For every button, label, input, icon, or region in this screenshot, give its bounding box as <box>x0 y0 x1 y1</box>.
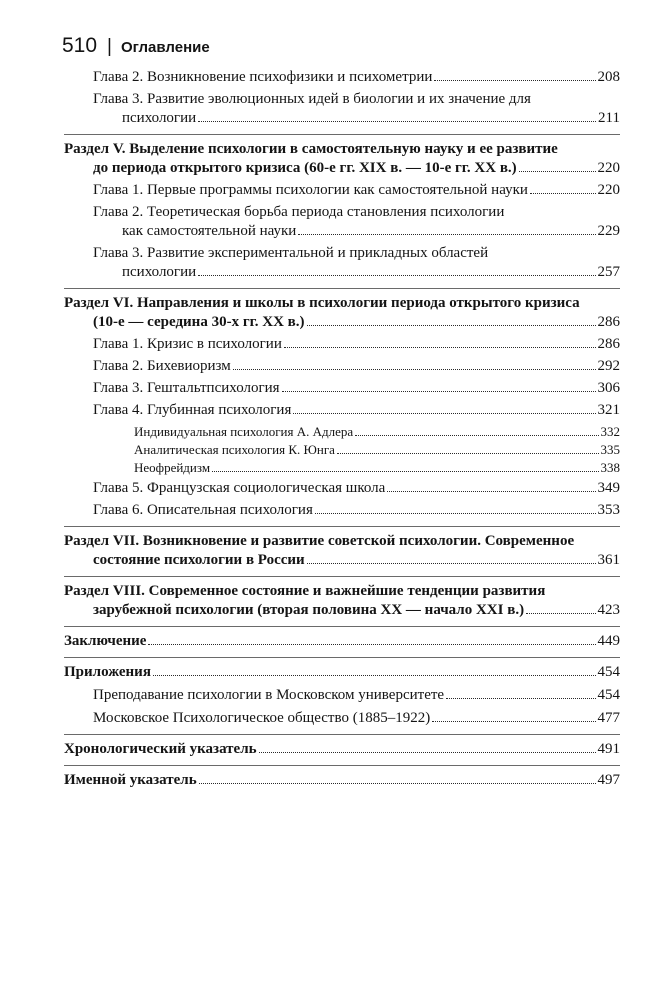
toc-entry-title: Глава 2. Возникновение психофизики и психометрии <box>93 69 433 85</box>
toc-entry <box>64 203 620 241</box>
toc-page-number: 208 <box>597 69 620 85</box>
toc-section-title-line1: Раздел V. Выделение психологии в самостоятельную науку и ее развитие <box>64 141 558 157</box>
toc-entry-title: Преподавание психологии в Московском университете <box>93 687 445 703</box>
toc-subentry-title: Аналитическая психология К. Юнга <box>134 442 335 457</box>
toc-section-title-line1: Раздел VIII. Современное состояние и важнейшие тенденции развития <box>64 583 546 599</box>
dot-leader <box>530 193 596 194</box>
toc-page-number: 349 <box>597 480 620 496</box>
dot-leader <box>526 613 595 614</box>
toc-entry-title-line1: Глава 3. Развитие экспериментальной и прикладных областей <box>93 245 489 261</box>
toc-entry <box>64 686 620 705</box>
toc-page-number: 257 <box>597 264 620 280</box>
dot-leader <box>233 369 596 370</box>
toc-section-title-line1: Раздел VI. Направления и школы в психологии периода открытого кризиса <box>64 295 580 311</box>
dot-leader <box>432 721 595 722</box>
toc-section-title-line2: (10-е — середина 30-х гг. XX в.) <box>93 314 305 330</box>
dot-leader <box>293 413 595 414</box>
dot-leader <box>153 675 596 676</box>
toc-section-title-line2: до периода открытого кризиса (60-е гг. XIX в. — 10-е гг. XX в.) <box>93 160 517 176</box>
toc-entry-title: Глава 2. Бихевиоризм <box>93 358 231 374</box>
dot-leader <box>284 347 596 348</box>
dot-leader <box>446 698 595 699</box>
toc-subentry-title: Неофрейдизм <box>134 460 211 475</box>
dot-leader <box>282 391 596 392</box>
dot-leader <box>298 234 595 235</box>
toc-page-number: 491 <box>597 741 620 757</box>
toc-entry-title-line2: психологии <box>122 264 197 280</box>
toc-page-number: 220 <box>597 160 620 176</box>
dot-leader <box>198 275 595 276</box>
dot-leader <box>355 435 598 436</box>
toc-entry-title: Глава 1. Кризис в психологии <box>93 336 282 352</box>
dot-leader <box>212 471 598 472</box>
toc-entry-title-line2: психологии <box>122 110 197 126</box>
toc-entry <box>64 357 620 376</box>
toc-section <box>64 140 620 178</box>
toc-page-number: 321 <box>597 402 620 418</box>
section-divider <box>64 734 620 735</box>
section-divider <box>64 288 620 289</box>
section-divider <box>64 134 620 135</box>
toc-entry <box>64 244 620 282</box>
toc-entry <box>64 479 620 498</box>
toc-section-title-line1: Раздел VII. Возникновение и развитие советской психологии. Современное <box>64 533 575 549</box>
toc-page-number: 286 <box>597 314 620 330</box>
toc-entry-title: Глава 6. Описательная психология <box>93 502 313 518</box>
toc-entry-title-line1: Глава 2. Теоретическая борьба периода становления психологии <box>93 204 505 220</box>
toc-page-number: 423 <box>597 602 620 618</box>
dot-leader <box>199 783 596 784</box>
section-divider <box>64 526 620 527</box>
toc-entry-title: Московское Психологическое общество (1885–1922) <box>93 710 431 726</box>
toc-page-number: 449 <box>597 633 620 649</box>
toc-page-number: 454 <box>597 664 620 680</box>
toc-page-number: 497 <box>597 772 620 788</box>
dot-leader <box>148 644 595 645</box>
toc-page-number: 332 <box>600 424 620 439</box>
running-title: Оглавление <box>120 39 210 56</box>
toc-page-number: 229 <box>597 223 620 239</box>
dot-leader <box>307 563 596 564</box>
table-of-contents <box>64 68 620 794</box>
toc-section-title-line2: зарубежной психологии (вторая половина XX — начало XXI в.) <box>93 602 525 618</box>
section-divider <box>64 626 620 627</box>
dot-leader <box>519 171 596 172</box>
toc-entry <box>64 181 620 200</box>
toc-entry <box>64 501 620 520</box>
toc-page-number: 292 <box>597 358 620 374</box>
section-divider <box>64 576 620 577</box>
toc-page-number: 338 <box>600 460 620 475</box>
toc-page-number: 477 <box>597 710 620 726</box>
toc-subentry <box>64 423 620 441</box>
dot-leader <box>259 752 596 753</box>
toc-page-number: 286 <box>597 336 620 352</box>
toc-subentry-title: Индивидуальная психология А. Адлера <box>134 424 354 439</box>
toc-entry-title: Глава 1. Первые программы психологии как самостоятельной науки <box>93 182 528 198</box>
toc-entry <box>64 68 620 87</box>
toc-section-title-line2: состояние психологии в России <box>93 552 305 568</box>
toc-entry <box>64 401 620 420</box>
toc-entry <box>64 632 620 651</box>
dot-leader <box>198 121 596 122</box>
header-separator: | <box>107 36 112 57</box>
toc-section <box>64 582 620 620</box>
toc-page-number: 220 <box>597 182 620 198</box>
dot-leader <box>337 453 599 454</box>
dot-leader <box>387 491 595 492</box>
running-head <box>62 34 210 60</box>
toc-entry-title: Глава 4. Глубинная психология <box>93 402 292 418</box>
toc-section <box>64 532 620 570</box>
toc-entry-title: Глава 3. Гештальтпсихология <box>93 380 280 396</box>
toc-page-number: 335 <box>600 442 620 457</box>
toc-section <box>64 294 620 332</box>
toc-page-number: 353 <box>597 502 620 518</box>
toc-entry <box>64 663 620 682</box>
toc-entry-title: Заключение <box>64 633 147 649</box>
toc-entry-title-line2: как самостоятельной науки <box>122 223 297 239</box>
toc-subentry <box>64 441 620 459</box>
toc-entry <box>64 709 620 728</box>
toc-entry-title: Именной указатель <box>64 772 197 788</box>
toc-entry <box>64 771 620 790</box>
dot-leader <box>315 513 596 514</box>
toc-entry-title-line1: Глава 3. Развитие эволюционных идей в биологии и их значение для <box>93 91 531 107</box>
page-number: 510 <box>62 34 98 57</box>
toc-entry <box>64 90 620 128</box>
toc-page-number: 306 <box>597 380 620 396</box>
section-divider <box>64 765 620 766</box>
dot-leader <box>434 80 595 81</box>
toc-entry-title: Глава 5. Французская социологическая школа <box>93 480 386 496</box>
toc-entry <box>64 335 620 354</box>
toc-entry-title: Приложения <box>64 664 151 680</box>
section-divider <box>64 657 620 658</box>
toc-subentry <box>64 459 620 477</box>
toc-page-number: 454 <box>597 687 620 703</box>
toc-page-number: 211 <box>598 110 620 126</box>
toc-entry <box>64 379 620 398</box>
toc-entry <box>64 740 620 759</box>
toc-page-number: 361 <box>597 552 620 568</box>
dot-leader <box>307 325 596 326</box>
toc-entry-title: Хронологический указатель <box>64 741 257 757</box>
